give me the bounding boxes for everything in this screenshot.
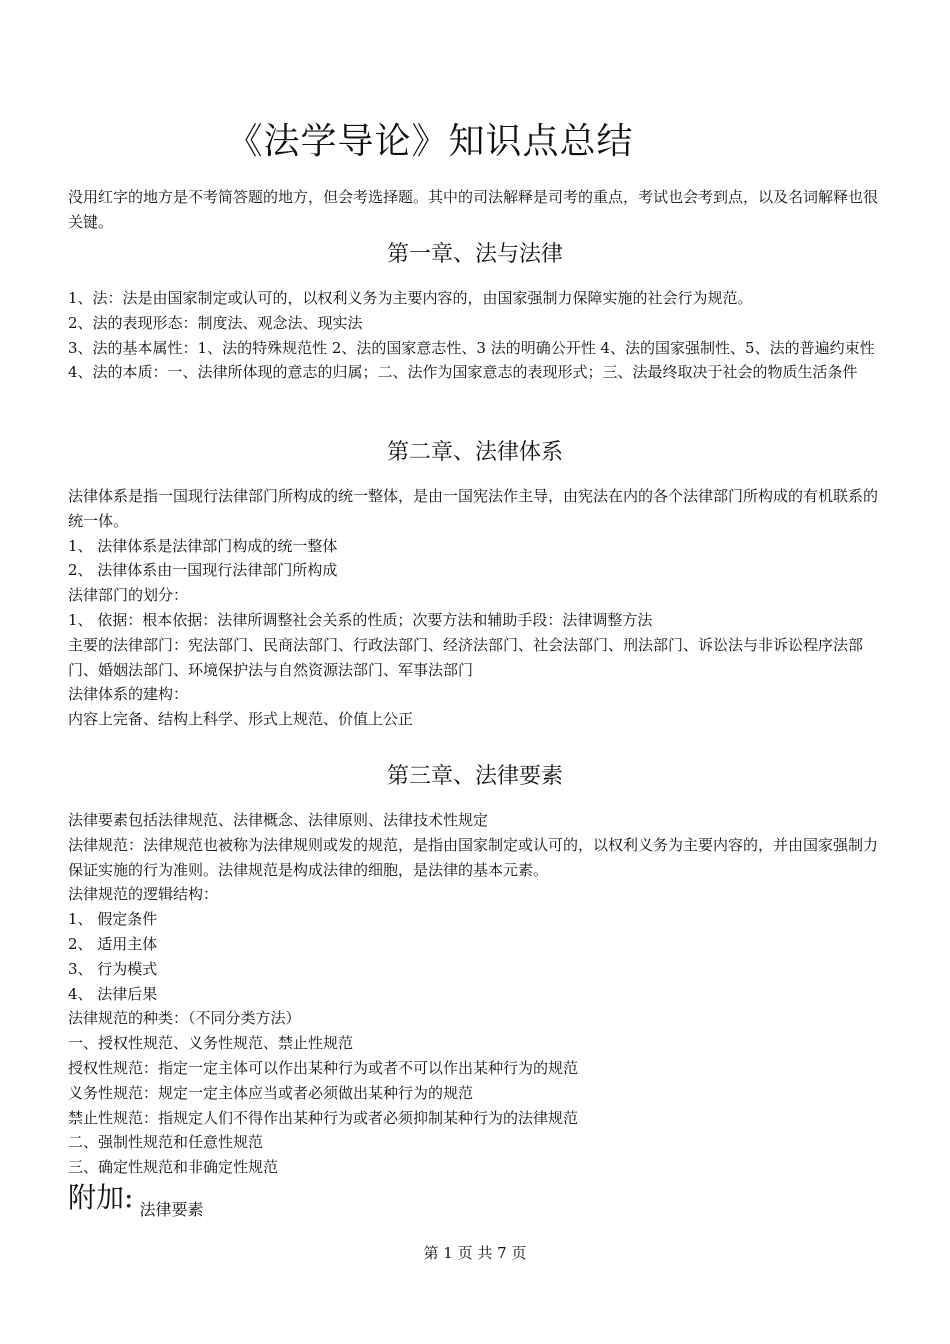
chapter-1-heading: 第一章、法与法律 bbox=[386, 242, 563, 267]
chapter-2-line: 1、 法律体系是法律部门构成的统一整体 bbox=[68, 536, 338, 555]
appendix-subtitle: 法律要素 bbox=[139, 1200, 204, 1219]
chapter-3-line: 法律要素包括法律规范、法律概念、法律原则、法律技术性规定 bbox=[68, 811, 489, 829]
chapter-1-body bbox=[68, 286, 886, 385]
chapter-2-line: 法律体系是指一国现行法律部门所构成的统一整体，是由一国宪法作主导，由宪法在内的各个法律部门所构成的有机联系的统一体。 bbox=[68, 487, 879, 530]
chapter-2-line: 主要的法律部门：宪法部门、民商法部门、行政法部门、经济法部门、社会法部门、刑法部门、诉讼法与非诉讼程序法部门、婚姻法部门、环境保护法与自然资源法部门、军事法部门 bbox=[68, 635, 864, 679]
chapter-3-line: 义务性规范：规定一定主体应当或者必须做出某种行为的规范 bbox=[68, 1083, 474, 1102]
chapter-3-line: 法律规范的种类：（不同分类方法） bbox=[68, 1009, 301, 1028]
chapter-3-line: 法律规范：法律规范也被称为法律规则或发的规范，是指由国家制定或认可的，以权利义务为主要内容的，并由国家强制力保证实施的行为准则。法律规范是构成法律的细胞，是法律的基本元素。 bbox=[68, 835, 879, 879]
chapter-3-line: 法律规范的逻辑结构： bbox=[68, 885, 219, 904]
chapter-3-line: 一、授权性规范、义务性规范、禁止性规范 bbox=[68, 1034, 354, 1053]
chapter-2-line: 2、 法律体系由一国现行法律部门所构成 bbox=[68, 561, 338, 580]
appendix bbox=[68, 1180, 203, 1228]
appendix-label: 附加: bbox=[68, 1181, 134, 1214]
chapter-1-line: 2、法的表现形态：制度法、观念法、现实法 bbox=[68, 313, 363, 332]
chapter-1-line: 4、法的本质：一、法律所体现的意志的归属；二、法作为国家意志的表现形式；三、法最终取决于社会的物质生活条件 bbox=[68, 363, 858, 382]
chapter-3-line: 三、确定性规范和非确定性规范 bbox=[68, 1158, 279, 1177]
chapter-3-line: 4、 法律后果 bbox=[68, 984, 158, 1003]
chapter-3-heading: 第三章、法律要素 bbox=[386, 764, 563, 789]
chapter-3-body bbox=[68, 808, 886, 1180]
document-title: 《法学导论》知识点总结 bbox=[226, 121, 634, 162]
chapter-2-line: 内容上完备、结构上科学、形式上规范、价值上公正 bbox=[68, 710, 414, 729]
chapter-2-line: 法律体系的建构： bbox=[68, 685, 189, 704]
chapter-2-heading: 第二章、法律体系 bbox=[386, 440, 563, 465]
chapter-3-line: 二、强制性规范和任意性规范 bbox=[68, 1133, 264, 1152]
chapter-3-line: 3、 行为模式 bbox=[68, 959, 158, 978]
chapter-2-line: 1、 依据：根本依据：法律所调整社会关系的性质；次要方法和辅助手段：法律调整方法 bbox=[68, 610, 653, 629]
intro-paragraph: 没用红字的地方是不考简答题的地方，但会考选择题。其中的司法解释是司考的重点，考试也会考到点，以及名词解释也很关键。 bbox=[68, 188, 879, 231]
page-footer: 第 1 页 共 7 页 bbox=[423, 1244, 527, 1262]
chapter-3-line: 禁止性规范：指规定人们不得作出某种行为或者必须抑制某种行为的法律规范 bbox=[68, 1108, 579, 1127]
chapter-2-body bbox=[68, 484, 886, 732]
chapter-2-line: 法律部门的划分： bbox=[68, 586, 189, 605]
chapter-1-line: 1、法：法是由国家制定或认可的，以权利义务为主要内容的，由国家强制力保障实施的社会行为规范。 bbox=[68, 289, 753, 307]
chapter-3-line: 授权性规范：指定一定主体可以作出某种行为或者不可以作出某种行为的规范 bbox=[68, 1058, 579, 1077]
chapter-3-line: 1、 假定条件 bbox=[68, 910, 158, 929]
chapter-1-line: 3、法的基本属性：1、法的特殊规范性 2、法的国家意志性、3 法的明确公开性 4、法的国家强制性、5、法的普遍约束性 bbox=[68, 338, 875, 357]
chapter-3-line: 2、 适用主体 bbox=[68, 934, 158, 953]
